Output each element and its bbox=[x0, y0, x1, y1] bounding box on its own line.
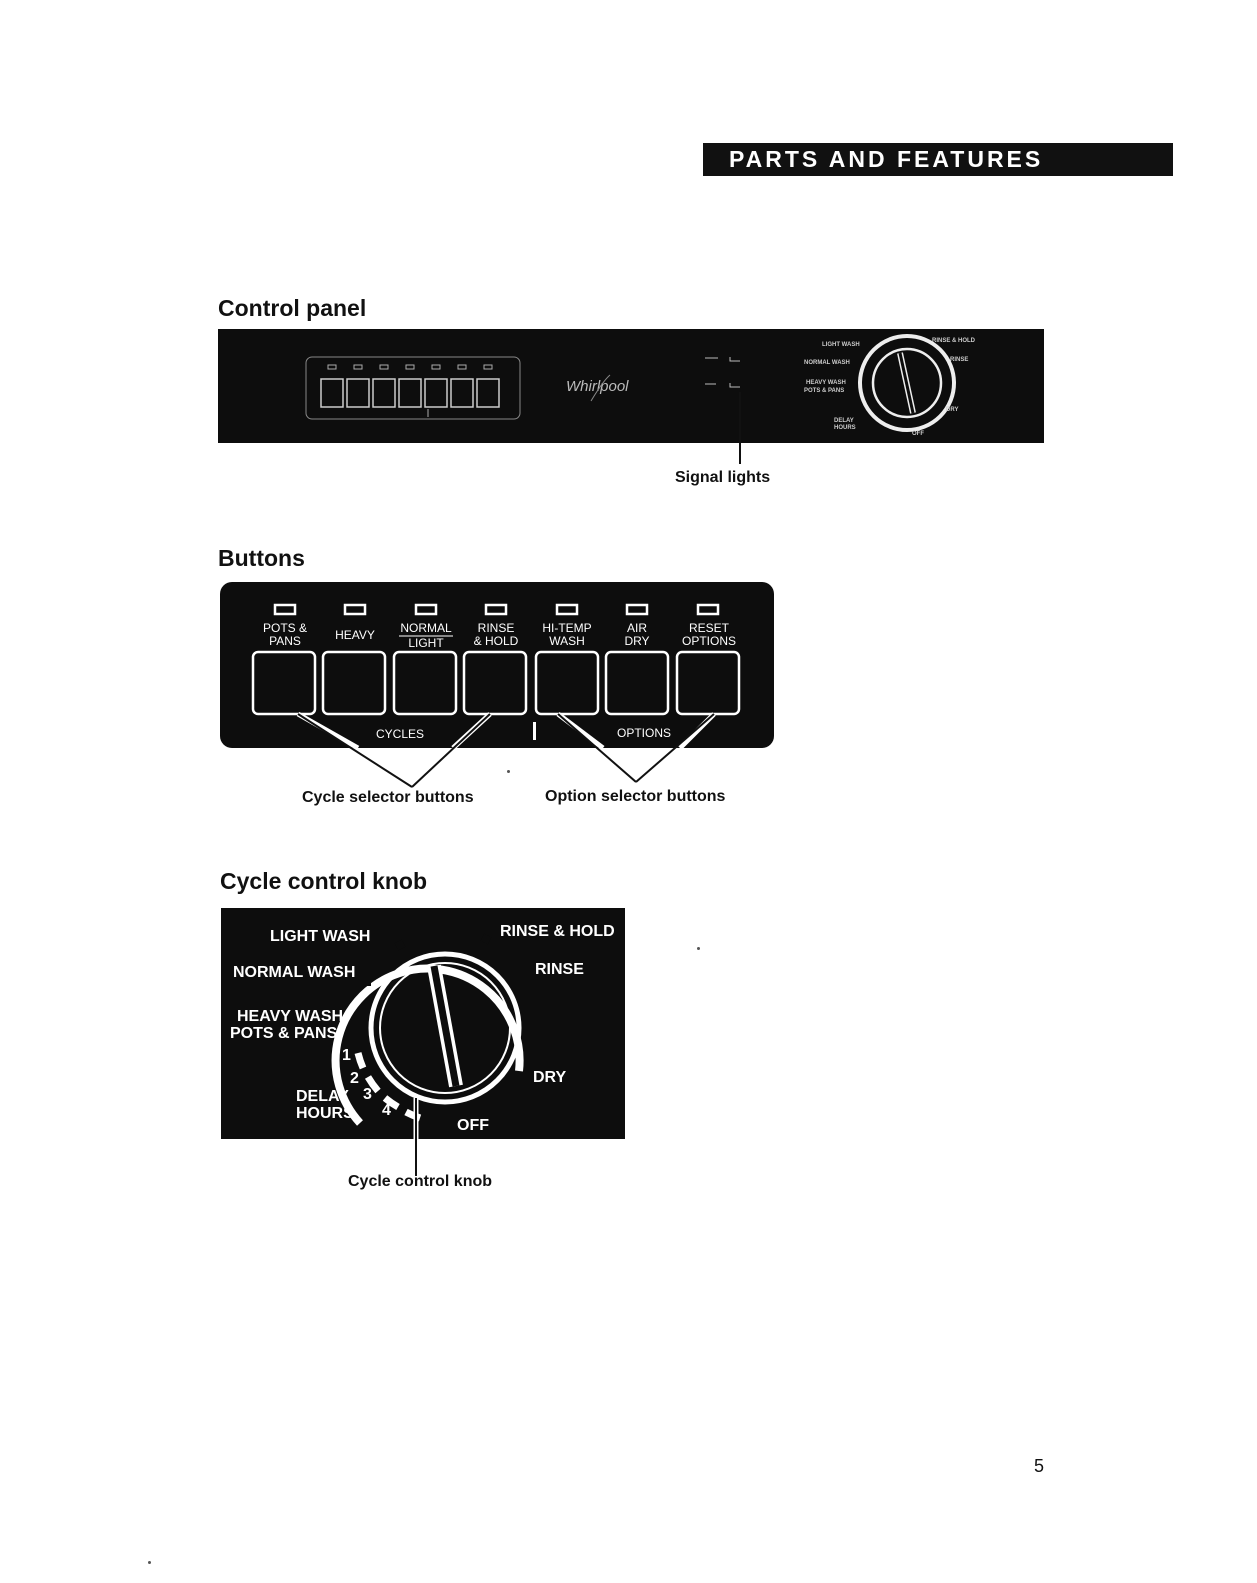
mini-label-dry: DRY bbox=[946, 407, 959, 413]
buttons-heading: Buttons bbox=[218, 545, 305, 571]
mini-label-hours: HOURS bbox=[834, 425, 856, 431]
speck bbox=[697, 947, 700, 950]
mini-label-off: OFF bbox=[912, 431, 924, 437]
knob-callout bbox=[348, 1173, 492, 1191]
mini-label-light-wash: LIGHT WASH bbox=[822, 342, 860, 348]
button-label-pots-pans-1: POTS & bbox=[262, 621, 308, 635]
knob-label-pots-pans: POTS & PANS bbox=[230, 1025, 338, 1042]
control-panel-illustration bbox=[218, 329, 1044, 443]
page-number: 5 bbox=[1034, 1456, 1045, 1476]
options-label: OPTIONS bbox=[616, 726, 672, 740]
knob-label-light-wash: LIGHT WASH bbox=[270, 928, 371, 945]
button-label-rinse: RINSE bbox=[477, 621, 515, 635]
control-panel-heading: Control panel bbox=[218, 295, 367, 321]
knob-label-hours: HOURS bbox=[296, 1105, 354, 1122]
mini-label-normal-wash: NORMAL WASH bbox=[804, 360, 850, 366]
knob-label-4: 4 bbox=[382, 1102, 391, 1119]
section-banner: PARTS AND FEATURES bbox=[703, 143, 1173, 176]
knob-label-normal-wash: NORMAL WASH bbox=[233, 964, 356, 981]
knob-label-dry: DRY bbox=[533, 1069, 567, 1086]
mini-label-delay: DELAY bbox=[834, 418, 854, 424]
control-panel-body bbox=[218, 329, 1044, 443]
button-label-options: OPTIONS bbox=[681, 634, 737, 648]
knob-callout-text: Cycle control knob bbox=[348, 1173, 493, 1190]
knob-label-delay: DELAY bbox=[296, 1088, 349, 1105]
knob-label-heavy-wash: HEAVY WASH bbox=[237, 1008, 344, 1025]
cycles-label: CYCLES bbox=[375, 727, 425, 741]
buttons-illustration bbox=[218, 582, 778, 812]
knob-heading: Cycle control knob bbox=[220, 868, 428, 894]
mini-label-heavy-wash: HEAVY WASH bbox=[806, 380, 846, 386]
mini-label-pots-pans: POTS & PANS bbox=[804, 388, 845, 394]
button-label-hi-temp: HI-TEMP bbox=[542, 621, 592, 635]
button-label-hold: & HOLD bbox=[473, 634, 519, 648]
button-label-reset: RESET bbox=[688, 621, 730, 635]
whirlpool-logo: Whirlpool bbox=[566, 378, 629, 395]
knob-label-2: 2 bbox=[350, 1070, 359, 1087]
signal-lights-callout: Signal lights bbox=[675, 469, 771, 486]
signal-lights-leader bbox=[739, 392, 741, 464]
knob-label-off: OFF bbox=[457, 1117, 489, 1134]
speck bbox=[148, 1561, 151, 1564]
knob-illustration bbox=[220, 908, 626, 1208]
button-label-heavy: HEAVY bbox=[335, 628, 375, 642]
button-label-wash: WASH bbox=[549, 634, 585, 648]
button-label-light: LIGHT bbox=[408, 636, 444, 650]
cycles-options-divider bbox=[533, 722, 536, 740]
speck bbox=[507, 770, 510, 773]
mini-label-rinse-hold: RINSE & HOLD bbox=[932, 338, 976, 344]
cycle-selector-callout: Cycle selector buttons bbox=[302, 789, 474, 806]
mini-label-rinse: RINSE bbox=[950, 357, 969, 363]
buttons-panel bbox=[220, 582, 774, 748]
button-label-dry: DRY bbox=[624, 634, 650, 648]
option-selector-callout: Option selector buttons bbox=[545, 788, 726, 805]
button-label-pots-pans-2: PANS bbox=[269, 634, 301, 648]
knob-label-1: 1 bbox=[342, 1047, 351, 1064]
button-label-air: AIR bbox=[626, 621, 648, 635]
button-label-normal: NORMAL bbox=[400, 621, 452, 635]
knob-label-rinse-hold: RINSE & HOLD bbox=[500, 923, 615, 940]
knob-label-3: 3 bbox=[363, 1086, 372, 1103]
knob-label-rinse: RINSE bbox=[535, 961, 584, 978]
